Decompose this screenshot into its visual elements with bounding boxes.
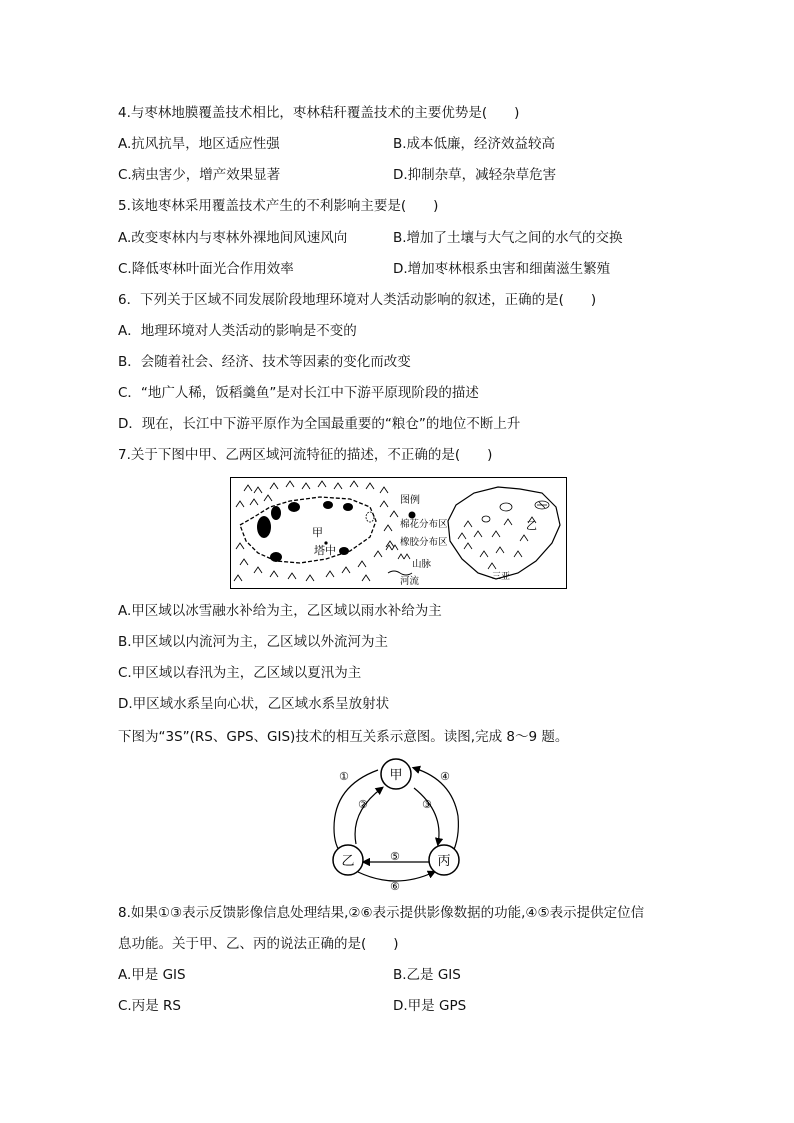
node-bing: 丙 (437, 854, 451, 869)
node-yi: 乙 (341, 854, 355, 869)
q6-option-d: D．现在，长江中下游平原作为全国最重要的“粮仓”的地位不断上升 (118, 416, 521, 432)
q5-option-c: C.降低枣林叶面光合作用效率 (118, 261, 294, 277)
q8-option-a: A.甲是 GIS (118, 967, 186, 983)
q7-stem: 7.关于下图中甲、乙两区域河流特征的描述，不正确的是( ) (118, 447, 493, 463)
label-5: ⑤ (390, 850, 400, 863)
legend-rubber: 橡胶分布区 (400, 537, 448, 548)
label-3: ③ (422, 798, 432, 811)
q5-option-d: D.增加枣林根系虫害和细菌滋生繁殖 (393, 261, 611, 277)
q6-option-a: A．地理环境对人类活动的影响是不变的 (118, 323, 357, 339)
3s-relationship-diagram (328, 756, 466, 892)
node-jia: 甲 (389, 768, 403, 783)
q4-option-b: B.成本低廉，经济效益较高 (393, 136, 556, 152)
label-2: ② (358, 798, 368, 811)
q5-stem: 5.该地枣林采用覆盖技术产生的不利影响主要是( ) (118, 198, 439, 214)
label-1: ① (339, 770, 349, 783)
map-label-tazhong: 塔中 (314, 544, 336, 557)
q4-option-d: D.抑制杂草，减轻杂草危害 (393, 167, 557, 183)
intro-q8-9: 下图为“3S”(RS、GPS、GIS)技术的相互关系示意图。读图,完成 8～9 题。 (118, 729, 569, 745)
map-label-sanya: 三亚 (492, 572, 511, 582)
q7-option-c: C.甲区域以春汛为主，乙区域以夏汛为主 (118, 665, 362, 681)
q4-stem: 4.与枣林地膜覆盖技术相比，枣林秸秆覆盖技术的主要优势是( ) (118, 105, 520, 121)
q7-option-d: D.甲区域水系呈向心状，乙区域水系呈放射状 (118, 696, 390, 712)
q8-option-c: C.丙是 RS (118, 998, 181, 1014)
q8-stem-line2: 息功能。关于甲、乙、丙的说法正确的是( ) (118, 936, 399, 952)
q8-option-b: B.乙是 GIS (393, 967, 461, 983)
label-4: ④ (440, 770, 450, 783)
q4-option-c: C.病虫害少，增产效果显著 (118, 167, 281, 183)
river-map-figure (230, 477, 567, 589)
label-6: ⑥ (390, 880, 400, 892)
legend-river: 河流 (400, 576, 420, 587)
q4-option-a: A.抗风抗旱，地区适应性强 (118, 136, 280, 152)
q6-stem: 6．下列关于区域不同发展阶段地理环境对人类活动影响的叙述，正确的是( ) (118, 292, 597, 308)
q7-option-b: B.甲区域以内流河为主，乙区域以外流河为主 (118, 634, 389, 650)
q7-option-a: A.甲区域以冰雪融水补给为主，乙区域以雨水补给为主 (118, 603, 442, 619)
map-label-jia: 甲 (312, 526, 323, 539)
legend-title: 图例 (400, 495, 420, 506)
map-label-yi: 乙 (526, 519, 537, 532)
q6-option-b: B．会随着社会、经济、技术等因素的变化而改变 (118, 354, 411, 370)
q8-option-d: D.甲是 GPS (393, 998, 467, 1014)
q5-option-a: A.改变枣林内与枣林外裸地间风速风向 (118, 230, 348, 246)
legend-cotton: 棉花分布区 (400, 519, 448, 530)
q8-stem-line1: 8.如果①③表示反馈影像信息处理结果,②⑥表示提供影像数据的功能,④⑤表示提供定位信 (118, 905, 645, 921)
legend-mountain: 山脉 (412, 559, 432, 570)
q6-option-c: C．“地广人稀，饭稻羹鱼”是对长江中下游平原现阶段的描述 (118, 385, 479, 401)
q5-option-b: B.增加了土壤与大气之间的水气的交换 (393, 230, 623, 246)
